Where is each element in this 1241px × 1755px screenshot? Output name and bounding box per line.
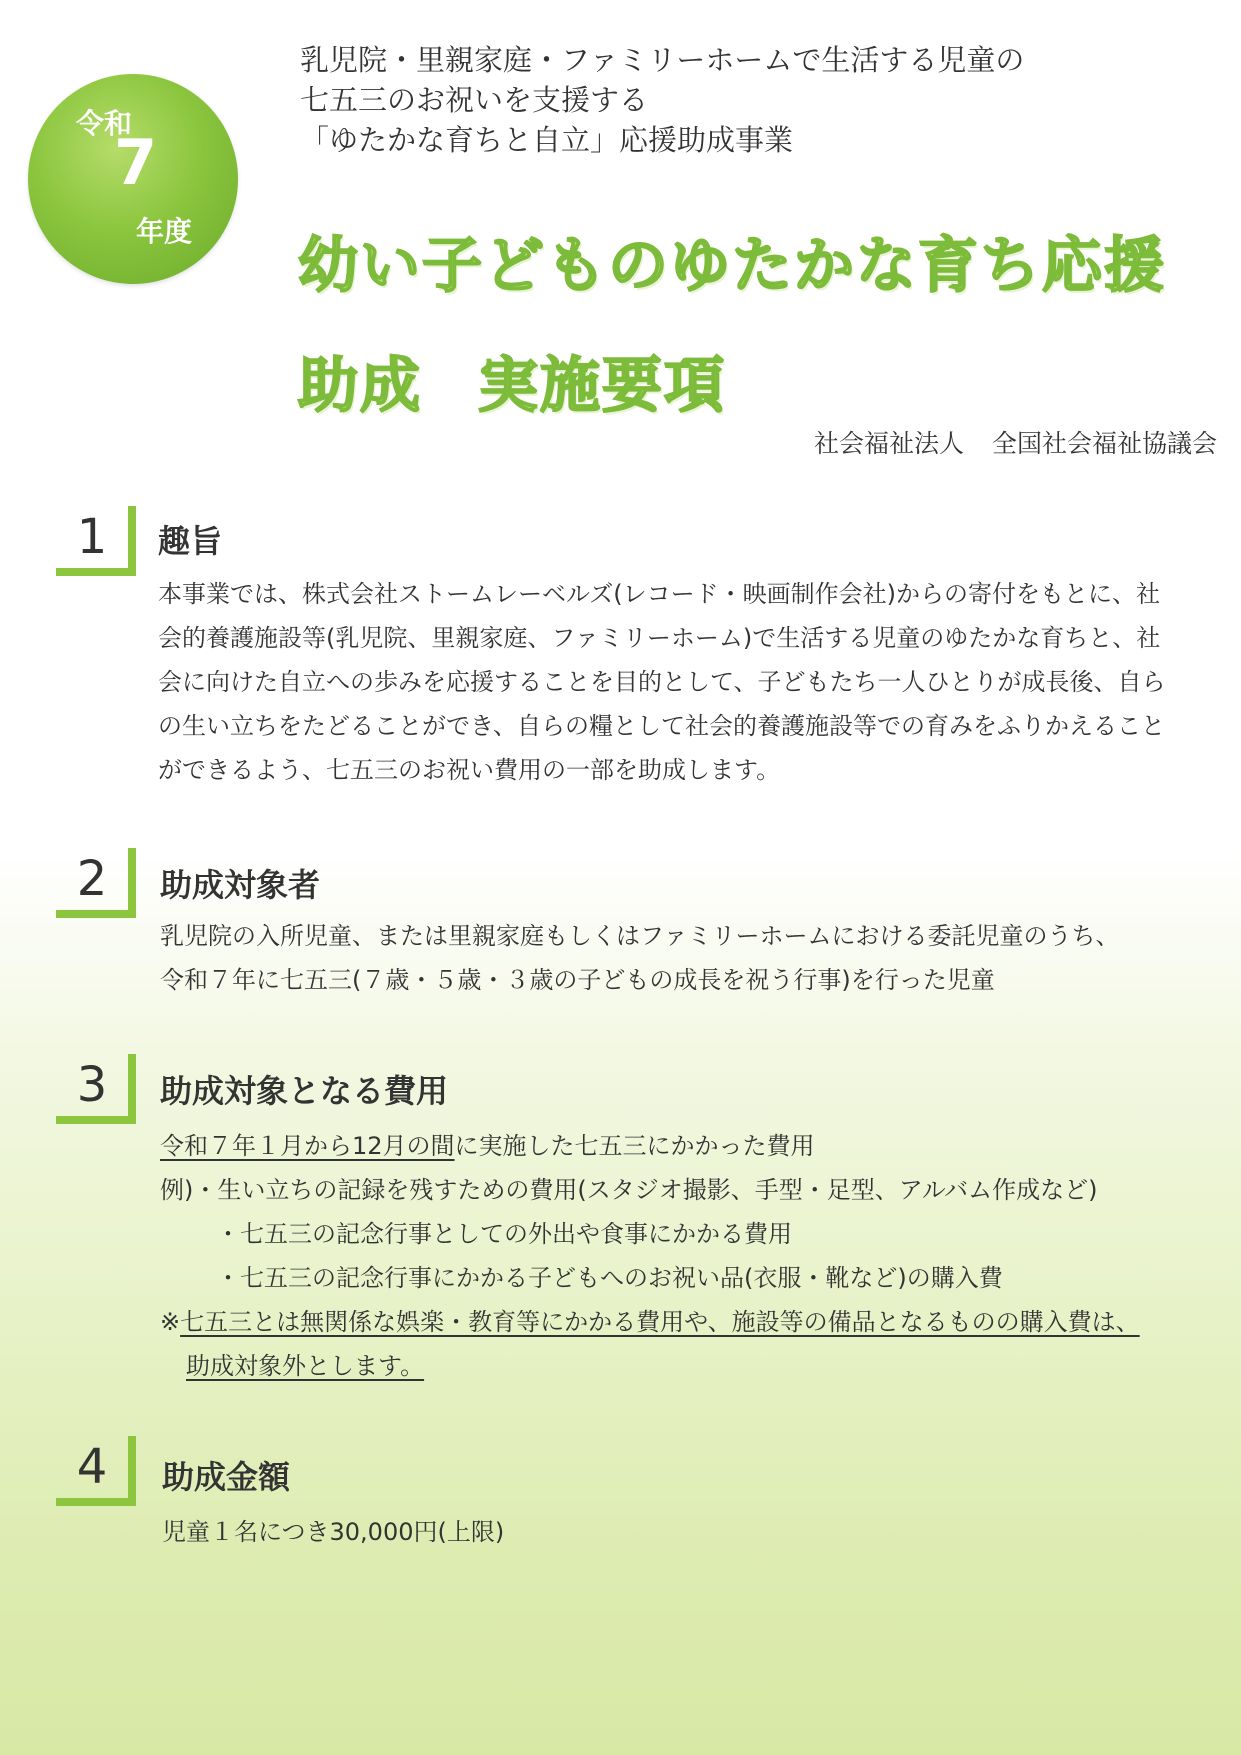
purpose-line-4: の生い立ちをたどることができ、自らの糧として社会的養護施設等での育みをふりかえること bbox=[158, 712, 1166, 740]
purpose-line-3: 会に向けた自立への歩みを応援することを目的として、子どもたち一人ひとりが成長後、自ら bbox=[158, 668, 1166, 696]
section-body-grant-amount: 児童１名につき30,000円(上限) bbox=[162, 1518, 505, 1546]
section-heading-eligible-recipients: 助成対象者 bbox=[160, 866, 321, 904]
expenses-period-rest: に実施した七五三にかかった費用 bbox=[454, 1132, 815, 1160]
issuing-organization bbox=[814, 424, 1217, 460]
page-title-part-a: 助成 bbox=[298, 351, 422, 421]
badge-era: 令和 bbox=[76, 107, 133, 140]
expenses-example-1: 例)・生い立ちの記録を残すための費用(スタジオ撮影、手型・足型、アルバム作成など) bbox=[160, 1176, 1098, 1204]
purpose-line-5: ができるよう、七五三のお祝い費用の一部を助成します。 bbox=[158, 756, 781, 784]
section-heading-grant-amount: 助成金額 bbox=[162, 1458, 291, 1496]
section-number-3: 3 bbox=[56, 1054, 136, 1124]
section-heading-eligible-expenses: 助成対象となる費用 bbox=[160, 1072, 449, 1110]
section-number-2: 2 bbox=[56, 848, 136, 918]
subtitle-line-1: 乳児院・里親家庭・ファミリーホームで生活する児童の bbox=[300, 43, 1025, 77]
section-body-eligible-expenses bbox=[160, 1124, 1140, 1388]
section-number-4: 4 bbox=[56, 1436, 136, 1506]
page-title-line-1: 幼い子どものゆたかな育ち応援 bbox=[298, 231, 1166, 301]
page-title-line-2 bbox=[298, 338, 726, 424]
note-line-2: 助成対象外とします。 bbox=[186, 1352, 425, 1380]
note-line-1: 七五三とは無関係な娯楽・教育等にかかる費用や、施設等の備品となるものの購入費は、 bbox=[180, 1308, 1140, 1336]
badge-year-number: 7 bbox=[114, 126, 158, 199]
section-body-eligible-recipients bbox=[160, 914, 1120, 1002]
fiscal-year-badge bbox=[28, 74, 238, 284]
header-subtitle bbox=[300, 40, 1024, 160]
expenses-example-3: ・七五三の記念行事にかかる子どもへのお祝い品(衣服・靴など)の購入費 bbox=[216, 1264, 1003, 1292]
expenses-period bbox=[160, 1124, 1140, 1168]
purpose-line-2: 会的養護施設等(乳児院、里親家庭、ファミリーホーム)で生活する児童のゆたかな育ちと、社 bbox=[158, 624, 1161, 652]
section-number-1: 1 bbox=[56, 506, 136, 576]
expenses-note-continued bbox=[160, 1344, 1140, 1388]
recipients-line-1: 乳児院の入所児童、または里親家庭もしくはファミリーホームにおける委託児童のうち、 bbox=[160, 922, 1120, 950]
expenses-example-2: ・七五三の記念行事としての外出や食事にかかる費用 bbox=[216, 1220, 792, 1248]
organization-name: 全国社会福祉協議会 bbox=[991, 429, 1217, 458]
badge-year-suffix: 年度 bbox=[136, 215, 193, 248]
note-mark: ※ bbox=[160, 1308, 181, 1336]
recipients-line-2: 令和７年に七五三(７歳・５歳・３歳の子どもの成長を祝う行事)を行った児童 bbox=[160, 966, 995, 994]
section-heading-purpose: 趣旨 bbox=[158, 522, 223, 560]
subtitle-line-2: 七五三のお祝いを支援する bbox=[300, 83, 649, 117]
subtitle-line-3: 「ゆたかな育ちと自立」応援助成事業 bbox=[300, 123, 794, 157]
organization-type: 社会福祉法人 bbox=[813, 429, 964, 458]
expenses-note bbox=[160, 1300, 1140, 1344]
page-title-part-b: 実施要項 bbox=[478, 351, 726, 421]
expenses-period-underlined: 令和７年１月から12月の間 bbox=[160, 1132, 455, 1160]
section-body-purpose bbox=[158, 572, 1166, 792]
purpose-line-1: 本事業では、株式会社ストームレーベルズ(レコード・映画制作会社)からの寄付をもとに、社 bbox=[158, 580, 1161, 608]
